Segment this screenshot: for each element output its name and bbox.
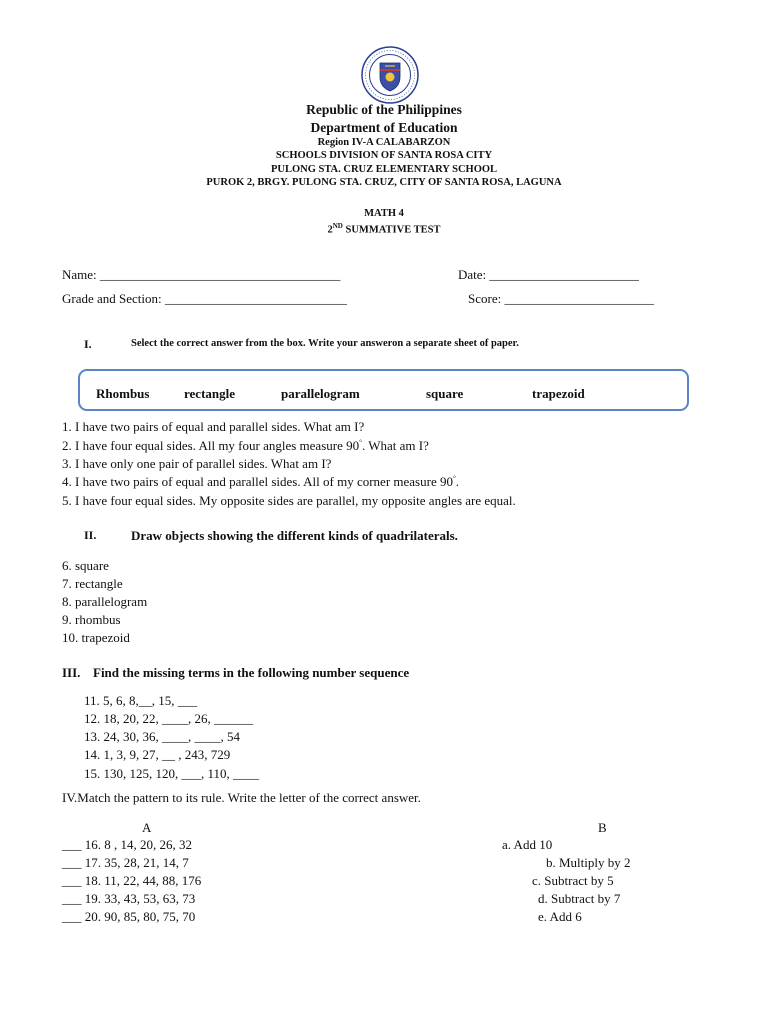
section-3-numeral: III. bbox=[62, 665, 81, 680]
school-heading: PULONG STA. CRUZ ELEMENTARY SCHOOL bbox=[270, 164, 498, 175]
section-2-numeral: II. bbox=[84, 528, 97, 542]
score-field: Score: _______________________ bbox=[468, 291, 654, 306]
column-b-heading: B bbox=[598, 820, 607, 835]
section-3-instruction: Find the missing terms in the following number sequence bbox=[93, 665, 410, 680]
section-2-instruction: Draw objects showing the different kinds of quadrilaterals. bbox=[131, 528, 458, 543]
question-11: 11. 5, 6, 8,__, 15, ___ bbox=[84, 693, 198, 708]
department-heading: Department of Education bbox=[310, 120, 458, 135]
date-field: Date: _______________________ bbox=[458, 267, 639, 282]
subject-title: MATH 4 bbox=[364, 208, 404, 219]
rule-a: a. Add 10 bbox=[502, 837, 553, 852]
question-7: 7. rectangle bbox=[62, 576, 123, 591]
rule-c: c. Subtract by 5 bbox=[532, 873, 614, 888]
address-heading: PUROK 2, BRGY. PULONG STA. CRUZ, CITY OF SANTA ROSA, LAGUNA bbox=[206, 177, 562, 188]
question-12: 12. 18, 20, 22, ____, 26, ______ bbox=[84, 711, 253, 726]
deped-seal bbox=[361, 46, 419, 104]
question-1: 1. I have two pairs of equal and parallel sides. What am I? bbox=[62, 419, 365, 434]
division-heading: SCHOOLS DIVISION OF SANTA ROSA CITY bbox=[275, 150, 493, 161]
choice-rhombus: Rhombus bbox=[96, 386, 150, 401]
region-heading: Region IV-A CALABARZON bbox=[317, 137, 451, 148]
question-9: 9. rhombus bbox=[62, 612, 121, 627]
test-title: 2ND SUMMATIVE TEST bbox=[327, 222, 441, 236]
question-10: 10. trapezoid bbox=[62, 630, 130, 645]
name-field: Name: _____________________________________ bbox=[62, 267, 341, 282]
question-14: 14. 1, 3, 9, 27, __ , 243, 729 bbox=[84, 747, 231, 762]
pattern-17: ___ 17. 35, 28, 21, 14, 7 bbox=[62, 855, 189, 870]
question-4: 4. I have two pairs of equal and parallel sides. All of my corner measure 90°. bbox=[62, 474, 460, 489]
pattern-19: ___ 19. 33, 43, 53, 63, 73 bbox=[62, 891, 196, 906]
question-3: 3. I have only one pair of parallel sides. What am I? bbox=[62, 456, 332, 471]
republic-heading: Republic of the Philippines bbox=[306, 102, 462, 117]
question-8: 8. parallelogram bbox=[62, 594, 148, 609]
choice-square: square bbox=[426, 386, 464, 401]
pattern-18: ___ 18. 11, 22, 44, 88, 176 bbox=[62, 873, 202, 888]
section-1-instruction: Select the correct answer from the box. Write your answeron a separate sheet of paper. bbox=[131, 338, 519, 349]
choice-rectangle: rectangle bbox=[184, 386, 236, 401]
column-a-heading: A bbox=[142, 820, 152, 835]
question-6: 6. square bbox=[62, 558, 109, 573]
answer-choice-box bbox=[78, 369, 689, 411]
pattern-20: ___ 20. 90, 85, 80, 75, 70 bbox=[62, 909, 196, 924]
question-15: 15. 130, 125, 120, ___, 110, ____ bbox=[84, 766, 260, 781]
rule-b: b. Multiply by 2 bbox=[546, 855, 631, 870]
rule-e: e. Add 6 bbox=[538, 909, 582, 924]
question-5: 5. I have four equal sides. My opposite sides are parallel, my opposite angles are equal. bbox=[62, 493, 516, 508]
question-13: 13. 24, 30, 36, ____, ____, 54 bbox=[84, 729, 240, 744]
choice-parallelogram: parallelogram bbox=[281, 386, 360, 401]
question-2: 2. I have four equal sides. All my four angles measure 90°. What am I? bbox=[62, 438, 429, 453]
rule-d: d. Subtract by 7 bbox=[538, 891, 621, 906]
grade-section-field: Grade and Section: ____________________________ bbox=[62, 291, 347, 306]
section-4-instruction: IV.Match the pattern to its rule. Write the letter of the correct answer. bbox=[62, 790, 421, 805]
section-1-numeral: I. bbox=[84, 337, 92, 351]
choice-trapezoid: trapezoid bbox=[532, 386, 585, 401]
pattern-16: ___ 16. 8 , 14, 20, 26, 32 bbox=[62, 837, 192, 852]
